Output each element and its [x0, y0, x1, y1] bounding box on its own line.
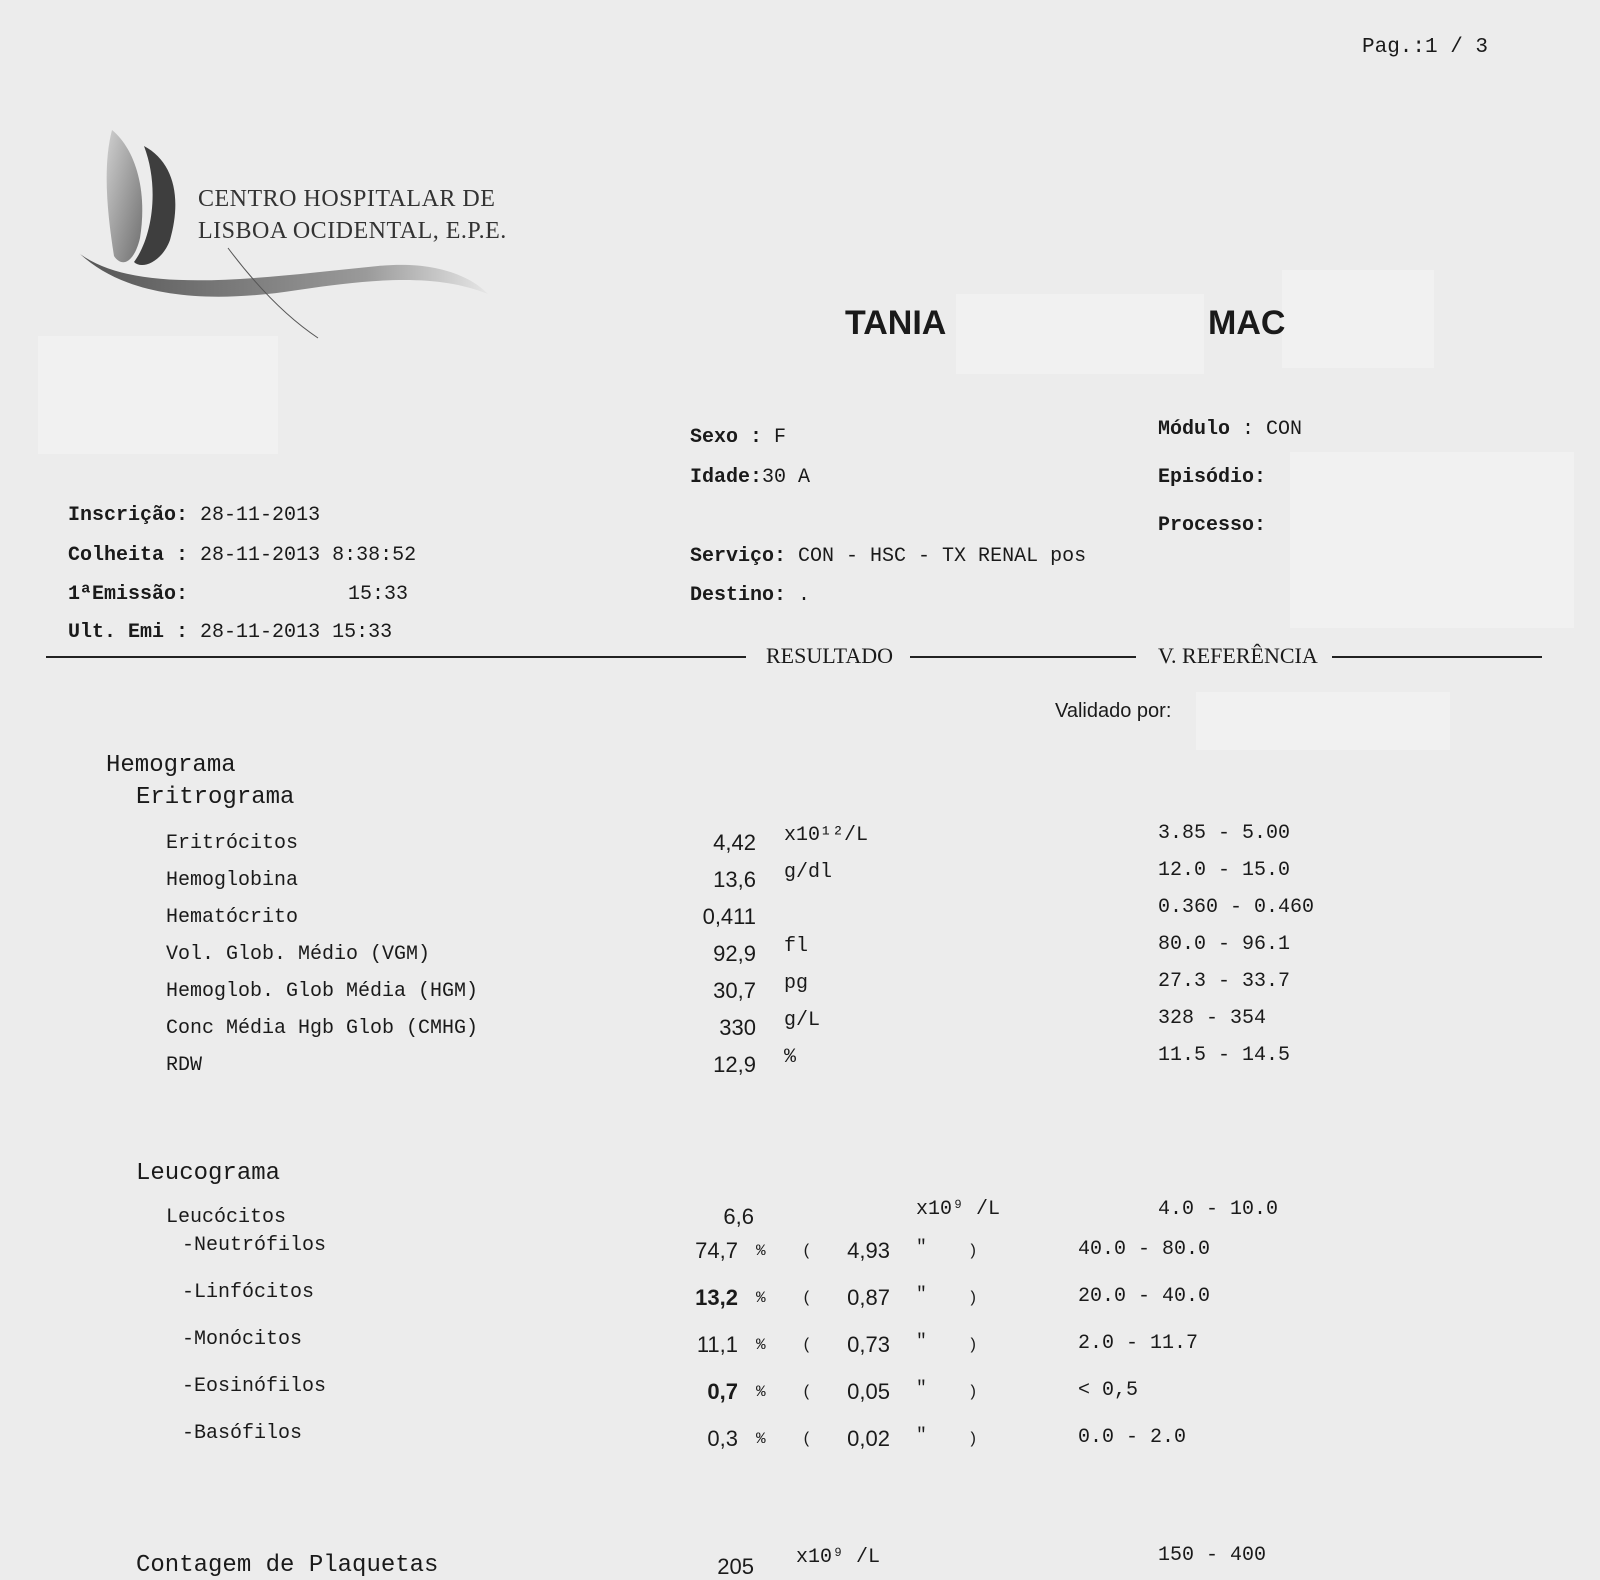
eritrograma-row-unit: x10¹²/L	[784, 824, 869, 847]
eritrograma-row-ref: 80.0 - 96.1	[1158, 933, 1291, 956]
patient-last-name: MAC	[1208, 304, 1286, 342]
ult-emi-field: Ult. Emi : 28-11-2013 15:33	[68, 621, 393, 644]
divider	[910, 656, 1136, 658]
eritrograma-row-label: Hematócrito	[166, 906, 299, 929]
redacted-block	[1290, 452, 1574, 628]
leucograma-row-ref: 20.0 - 40.0	[1078, 1285, 1211, 1308]
sexo-field: Sexo : F	[690, 426, 787, 449]
eritrograma-row-value: 92,9	[713, 941, 756, 966]
idade-field: Idade:30 A	[690, 466, 811, 489]
close-paren: )	[968, 1383, 978, 1401]
eritrograma-row-label: RDW	[166, 1054, 203, 1077]
percent-sign: %	[756, 1336, 766, 1354]
percent-sign: %	[756, 1383, 766, 1401]
colheita-field: Colheita : 28-11-2013 8:38:52	[68, 544, 417, 567]
leucograma-row-pct: 13,2	[695, 1285, 738, 1310]
close-paren: )	[968, 1430, 978, 1448]
open-paren: (	[802, 1336, 812, 1354]
eritrograma-row-value: 330	[719, 1015, 756, 1040]
leucograma-row-pct: 74,7	[695, 1238, 738, 1263]
leucograma-row-abs: 4,93	[847, 1238, 890, 1263]
eritrograma-row-ref: 11.5 - 14.5	[1158, 1044, 1291, 1067]
eritrograma-row-value: 4,42	[713, 830, 756, 855]
open-paren: (	[802, 1289, 812, 1307]
eritrograma-row-unit: g/L	[784, 1009, 821, 1032]
leucograma-title: Leucograma	[136, 1160, 281, 1187]
eritrograma-row-ref: 0.360 - 0.460	[1158, 896, 1315, 919]
leucograma-row-abs: 0,73	[847, 1332, 890, 1357]
leucograma-row-pct: 0,3	[707, 1426, 738, 1451]
ditto-mark: "	[916, 1426, 927, 1446]
eritrograma-title: Eritrograma	[136, 784, 295, 811]
resultado-header: RESULTADO	[766, 643, 893, 668]
percent-sign: %	[756, 1242, 766, 1260]
leucograma-row-label: -Neutrófilos	[182, 1234, 327, 1257]
redacted-block	[956, 294, 1204, 374]
close-paren: )	[968, 1336, 978, 1354]
eritrograma-row-value: 13,6	[713, 867, 756, 892]
leucograma-row-label: -Monócitos	[182, 1328, 303, 1351]
eritrograma-row-unit: %	[784, 1046, 797, 1069]
leucograma-row-ref: 0.0 - 2.0	[1078, 1426, 1187, 1449]
open-paren: (	[802, 1242, 812, 1260]
redacted-block	[38, 336, 278, 454]
leucograma-row-label: -Linfócitos	[182, 1281, 315, 1304]
servico-field: Serviço: CON - HSC - TX RENAL pos	[690, 545, 1087, 568]
leucograma-row-abs: 0,02	[847, 1426, 890, 1451]
referencia-header: V. REFERÊNCIA	[1158, 643, 1318, 668]
hemograma-title: Hemograma	[106, 752, 236, 779]
divider	[1332, 656, 1542, 658]
eritrograma-row-unit: pg	[784, 972, 809, 995]
leucograma-row-pct: 11,1	[696, 1332, 738, 1357]
open-paren: (	[802, 1430, 812, 1448]
eritrograma-row-label: Vol. Glob. Médio (VGM)	[166, 943, 431, 966]
eritrograma-row-value: 30,7	[713, 978, 756, 1003]
validado-label: Validado por:	[1055, 700, 1172, 722]
leucograma-row-label: -Basófilos	[182, 1422, 303, 1445]
open-paren: (	[802, 1383, 812, 1401]
leucograma-row-pct: 0,7	[707, 1379, 738, 1404]
emissao-field: 1ªEmissão:	[68, 583, 189, 606]
leucocitos-label: Leucócitos	[166, 1206, 287, 1229]
eritrograma-row-ref: 3.85 - 5.00	[1158, 822, 1291, 845]
patient-first-name: TANIA	[845, 304, 947, 342]
leucocitos-value: 6,6	[723, 1204, 754, 1229]
hospital-name-line1: CENTRO HOSPITALAR DE	[198, 186, 496, 212]
percent-sign: %	[756, 1430, 766, 1448]
eritrograma-row-value: 0,411	[702, 904, 756, 929]
inscricao-field: Inscrição: 28-11-2013	[68, 504, 321, 527]
close-paren: )	[968, 1289, 978, 1307]
eritrograma-row-unit: g/dl	[784, 861, 833, 884]
ditto-mark: "	[916, 1238, 927, 1258]
redacted-block	[1196, 692, 1450, 750]
ditto-mark: "	[916, 1332, 927, 1352]
eritrograma-row-ref: 328 - 354	[1158, 1007, 1267, 1030]
leucograma-row-abs: 0,05	[847, 1379, 890, 1404]
eritrograma-row-label: Hemoglob. Glob Média (HGM)	[166, 980, 479, 1003]
ditto-mark: "	[916, 1379, 927, 1399]
processo-label: Processo:	[1158, 514, 1267, 537]
leucograma-row-ref: < 0,5	[1078, 1379, 1139, 1402]
eritrograma-row-ref: 12.0 - 15.0	[1158, 859, 1291, 882]
plaquetas-value: 205	[717, 1554, 754, 1579]
plaquetas-unit: x10⁹ /L	[796, 1546, 881, 1569]
ditto-mark: "	[916, 1285, 927, 1305]
close-paren: )	[968, 1242, 978, 1260]
leucocitos-unit: x10⁹ /L	[916, 1198, 1001, 1221]
eritrograma-row-label: Conc Média Hgb Glob (CMHG)	[166, 1017, 479, 1040]
page-number: Pag.:1 / 3	[1362, 36, 1489, 59]
divider	[46, 656, 746, 658]
destino-field: Destino: .	[690, 584, 811, 607]
leucograma-row-ref: 2.0 - 11.7	[1078, 1332, 1199, 1355]
eritrograma-row-value: 12,9	[713, 1052, 756, 1077]
leucocitos-ref: 4.0 - 10.0	[1158, 1198, 1279, 1221]
leucograma-row-label: -Eosinófilos	[182, 1375, 327, 1398]
modulo-field: Módulo : CON	[1158, 418, 1303, 441]
leucograma-row-ref: 40.0 - 80.0	[1078, 1238, 1211, 1261]
plaquetas-ref: 150 - 400	[1158, 1544, 1267, 1567]
leucograma-row-abs: 0,87	[847, 1285, 890, 1310]
percent-sign: %	[756, 1289, 766, 1307]
hospital-name-line2: LISBOA OCIDENTAL, E.P.E.	[198, 218, 507, 244]
emissao-value: 15:33	[348, 583, 409, 606]
plaquetas-label: Contagem de Plaquetas	[136, 1552, 439, 1579]
eritrograma-row-label: Hemoglobina	[166, 869, 299, 892]
eritrograma-row-ref: 27.3 - 33.7	[1158, 970, 1291, 993]
eritrograma-row-label: Eritrócitos	[166, 832, 299, 855]
eritrograma-row-unit: fl	[784, 935, 809, 958]
episodio-label: Episódio:	[1158, 466, 1267, 489]
redacted-block	[1282, 270, 1434, 368]
